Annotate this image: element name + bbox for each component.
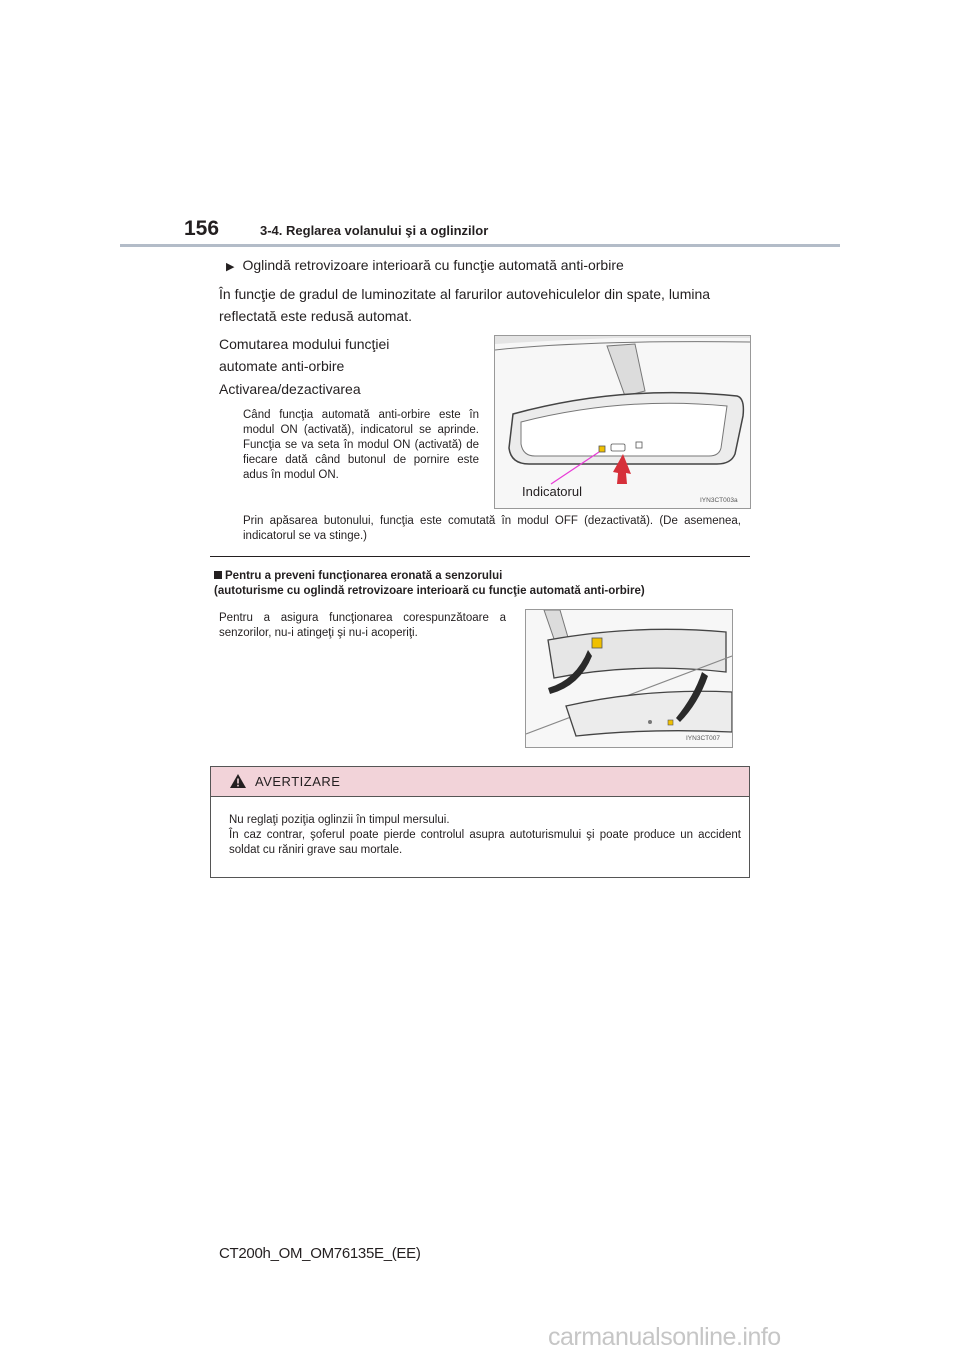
note-heading: [214, 569, 645, 599]
figure2-code: IYN3CT007: [686, 735, 720, 742]
triangle-bullet-icon: ▶: [226, 261, 235, 273]
warning-text: [229, 813, 741, 858]
square-bullet-icon: [214, 571, 222, 579]
section-divider: [210, 556, 750, 557]
note-body: Pentru a asigura funcţionarea corespunzătoare a senzorilor, nu-i atingeţi şi nu-i acoperiţi.: [219, 612, 506, 639]
subheading: [226, 257, 624, 273]
figure1-code: IYN3CT003a: [700, 497, 738, 504]
indicator-paragraph: Când funcţia automată anti-orbire este în modul ON (activată), indicatorul se aprinde. Funcţia se va seta în modul ON (activată) de fiecare dată când butonul de pornire este adus în modul ON.: [243, 409, 479, 481]
sensor-drawing: [526, 610, 732, 747]
mode-title: Comutarea modului funcţiei automate anti-orbire: [219, 336, 390, 374]
warning-box: [210, 766, 750, 878]
section-title: 3-4. Reglarea volanului şi a oglinzilor: [260, 223, 489, 238]
mirror-drawing: [495, 336, 750, 508]
document-code: CT200h_OM_OM76135E_(EE): [219, 1245, 421, 1262]
note-heading-line2: (autoturisme cu oglindă retrovizoare interioară cu funcţie automată anti-orbire): [214, 585, 645, 597]
watermark: carmanualsonline.info: [548, 1323, 781, 1351]
intro-paragraph: În funcţie de gradul de luminozitate al farurilor autovehiculelor din spate, lumina reflectată este redusă automat.: [219, 286, 711, 324]
mirror-illustration: [494, 335, 751, 509]
warning-header: [211, 767, 749, 797]
sensor-illustration: [525, 609, 733, 748]
warning-line2: În caz contrar, şoferul poate pierde controlul asupra autoturismului şi poate produce un accident soldat cu răniri grave sau mortale.: [229, 829, 741, 856]
warning-line1: Nu reglaţi poziţia oglinzii în timpul mersului.: [229, 814, 450, 826]
warning-triangle-icon: [229, 773, 247, 794]
note-heading-line1: Pentru a preveni funcţionarea eronată a senzorului: [225, 570, 503, 582]
button-paragraph: Prin apăsarea butonului, funcţia este comutată în modul OFF (dezactivată). (De asemenea, indicatorul se va stinge.): [243, 515, 741, 542]
page-number: 156: [184, 217, 220, 240]
header-rule: [120, 244, 840, 247]
subheading-text: Oglindă retrovizoare interioară cu funcţie automată anti-orbire: [242, 257, 624, 273]
warning-title: AVERTIZARE: [255, 774, 341, 789]
activation-label: Activarea/dezactivarea: [219, 381, 361, 397]
indicator-label: Indicatorul: [522, 484, 582, 499]
